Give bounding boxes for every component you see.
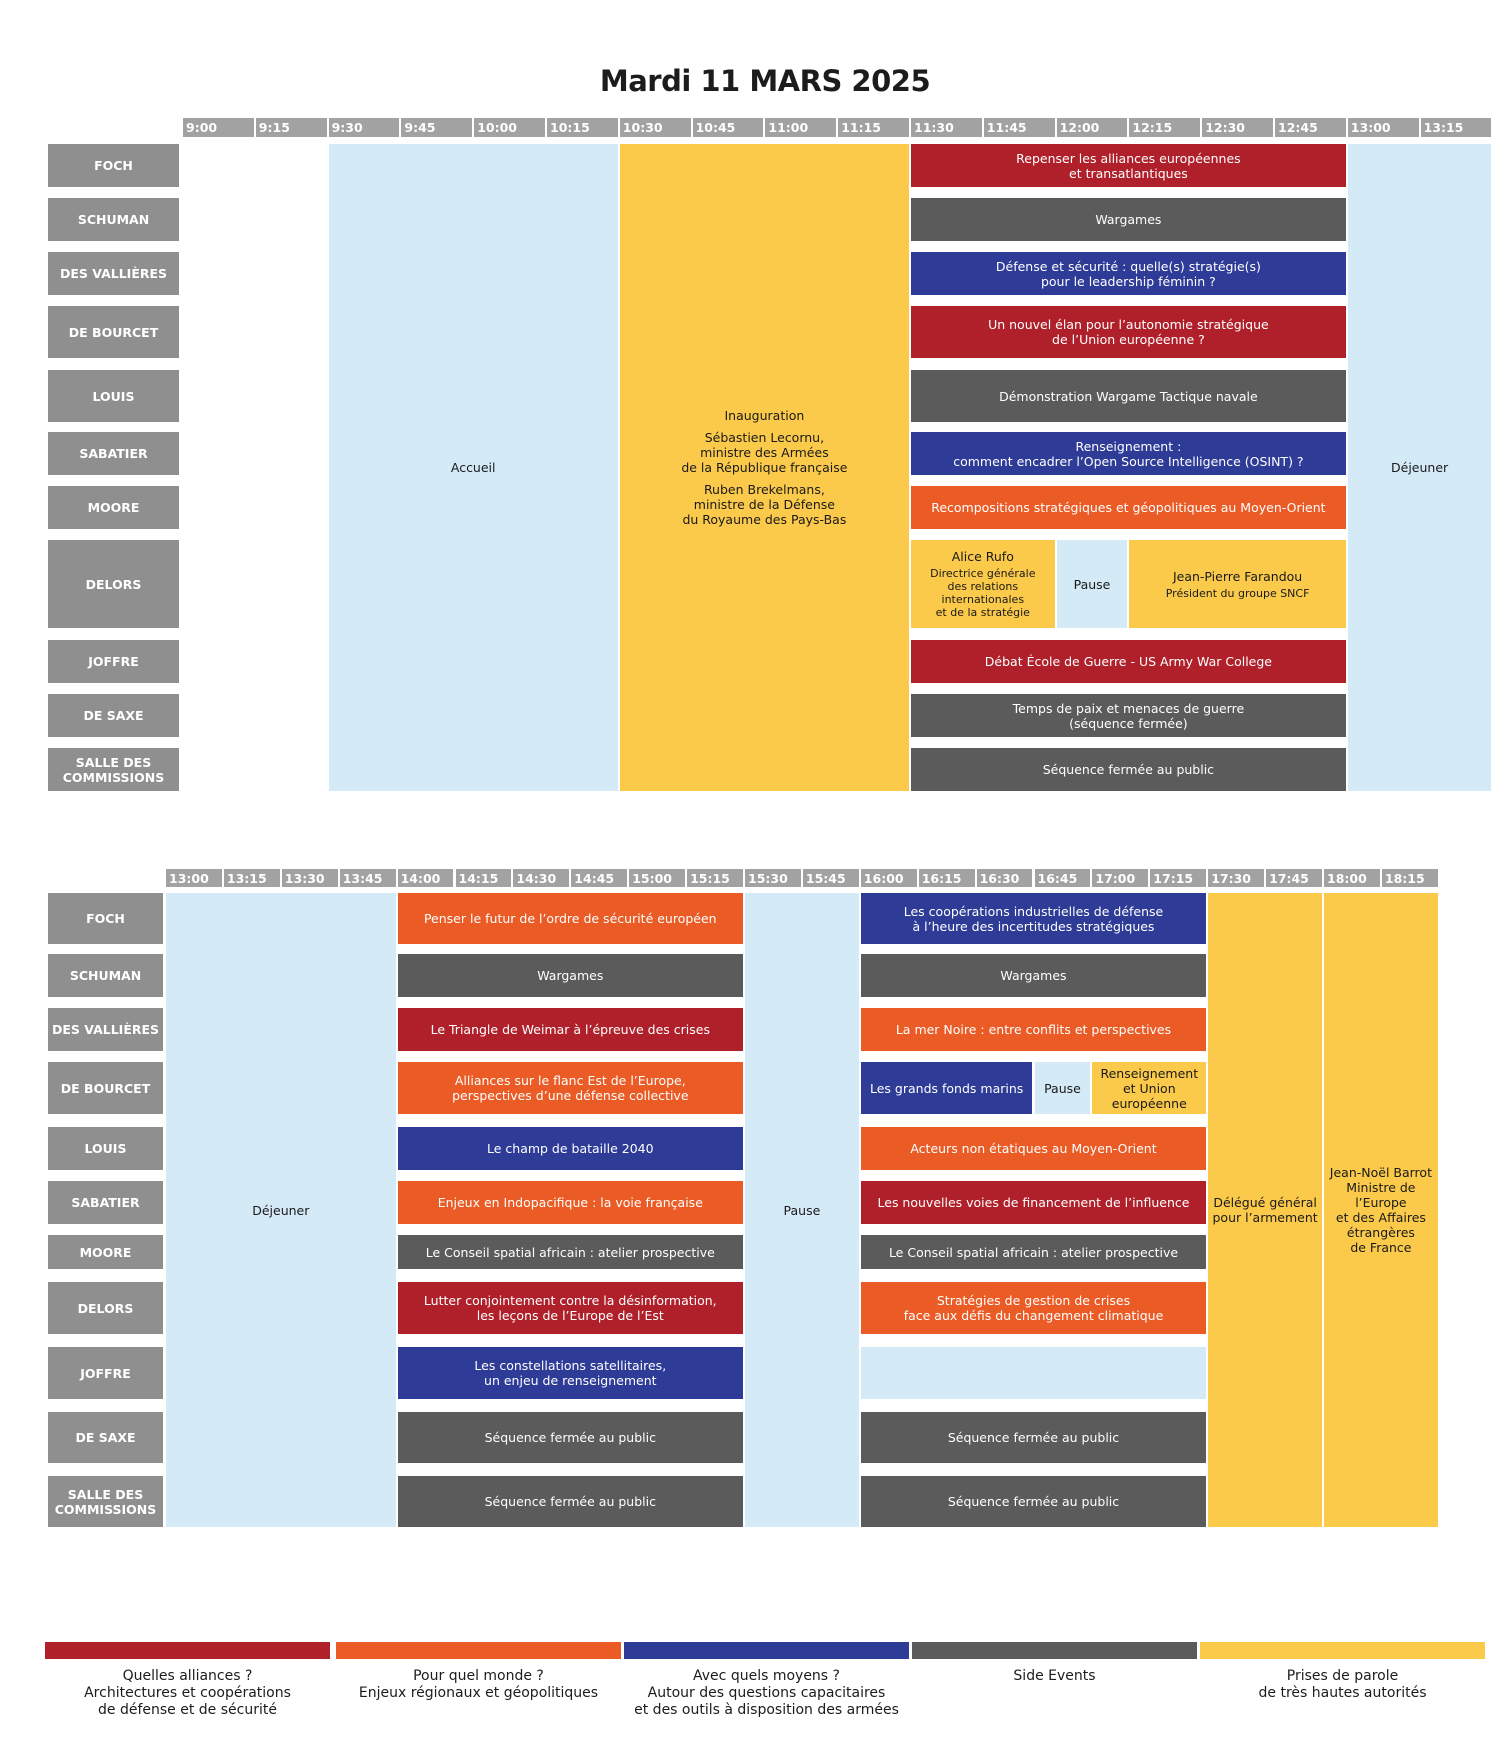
pm-session-block bbox=[861, 1476, 1206, 1527]
pm-session-title: Jean-Noël Barrot Ministre de l’Europe et des Affaires étrangères de France bbox=[1329, 1165, 1432, 1255]
pm-session-block bbox=[398, 1235, 743, 1269]
am-room-label: DE SAXE bbox=[48, 694, 179, 737]
pm-session-block bbox=[398, 1347, 743, 1399]
pm-time-tick: 13:30 bbox=[282, 869, 338, 887]
pm-time-tick: 15:30 bbox=[745, 869, 801, 887]
pm-time-tick: 13:15 bbox=[224, 869, 280, 887]
am-session-title: Recompositions stratégiques et géopolitiques au Moyen-Orient bbox=[931, 500, 1326, 515]
am-time-tick: 10:30 bbox=[620, 118, 691, 137]
am-session-title: Sébastien Lecornu, ministre des Armées de la République française bbox=[681, 430, 848, 475]
pm-time-tick: 18:15 bbox=[1382, 869, 1438, 887]
pm-time-tick: 16:00 bbox=[861, 869, 917, 887]
pm-room-label: DE SAXE bbox=[48, 1412, 163, 1463]
am-session-title: Débat École de Guerre - US Army War College bbox=[984, 654, 1272, 669]
am-session-block bbox=[911, 370, 1346, 422]
pm-session-block bbox=[1092, 1062, 1206, 1114]
am-session-title: Séquence fermée au public bbox=[1042, 762, 1215, 777]
am-time-tick: 13:15 bbox=[1421, 118, 1492, 137]
am-time-tick: 12:30 bbox=[1202, 118, 1273, 137]
pm-session-block bbox=[861, 1181, 1206, 1224]
am-session-title: Démonstration Wargame Tactique navale bbox=[999, 388, 1258, 404]
am-session-block bbox=[329, 144, 618, 791]
pm-time-tick: 18:00 bbox=[1324, 869, 1380, 887]
am-session-title: Inauguration bbox=[724, 408, 805, 423]
am-room-label: SABATIER bbox=[48, 432, 179, 475]
pm-time-tick: 14:15 bbox=[456, 869, 512, 887]
am-time-tick: 9:45 bbox=[401, 118, 472, 137]
am-room-label: JOFFRE bbox=[48, 640, 179, 683]
am-session-block bbox=[911, 640, 1346, 683]
am-session-block bbox=[911, 198, 1346, 241]
pm-session-title: Alliances sur le flanc Est de l’Europe, perspectives d’une défense collective bbox=[452, 1073, 689, 1103]
legend-color-bar bbox=[45, 1642, 330, 1659]
pm-time-tick: 15:45 bbox=[803, 869, 859, 887]
pm-session-block bbox=[398, 1127, 743, 1170]
legend-label: Side Events bbox=[1013, 1668, 1096, 1684]
pm-session-title: Le Conseil spatial africain : atelier prospective bbox=[425, 1244, 715, 1260]
am-session-subtitle: Président du groupe SNCF bbox=[1165, 586, 1310, 600]
am-time-tick: 9:15 bbox=[256, 118, 327, 137]
pm-session-block bbox=[861, 1347, 1206, 1399]
pm-time-tick: 14:30 bbox=[513, 869, 569, 887]
pm-session-title: Les grands fonds marins bbox=[870, 1080, 1024, 1096]
pm-session-block bbox=[861, 1008, 1206, 1051]
pm-session-title: Renseignement et Union européenne bbox=[1100, 1065, 1199, 1111]
pm-session-title: Lutter conjointement contre la désinformation, les leçons de l’Europe de l’Est bbox=[423, 1293, 717, 1323]
am-session-block bbox=[911, 540, 1055, 628]
am-session-title: Un nouvel élan pour l’autonomie stratégique de l’Union européenne ? bbox=[988, 317, 1269, 347]
pm-time-tick: 15:15 bbox=[687, 869, 743, 887]
pm-time-tick: 17:00 bbox=[1092, 869, 1148, 887]
am-session-title: Repenser les alliances européennes et transatlantiques bbox=[1016, 150, 1241, 181]
pm-session-block bbox=[861, 1062, 1033, 1114]
pm-session-title: Wargames bbox=[537, 968, 604, 983]
am-room-label: MOORE bbox=[48, 486, 179, 529]
pm-session-block bbox=[398, 1282, 743, 1334]
am-session-title: Renseignement : comment encadrer l’Open Source Intelligence (OSINT) ? bbox=[953, 438, 1304, 469]
pm-time-tick: 13:00 bbox=[166, 869, 222, 887]
pm-session-title: Stratégies de gestion de crises face aux défis du changement climatique bbox=[903, 1293, 1164, 1323]
pm-room-label: SALLE DES COMMISSIONS bbox=[48, 1476, 163, 1527]
am-session-subtitle: Directrice générale des relations internationales et de la stratégie bbox=[930, 567, 1036, 619]
am-room-label: DES VALLIÈRES bbox=[48, 252, 179, 295]
am-time-tick: 12:45 bbox=[1275, 118, 1346, 137]
pm-session-title: Les nouvelles voies de financement de l’influence bbox=[877, 1195, 1190, 1210]
pm-time-tick: 16:15 bbox=[919, 869, 975, 887]
am-session-title: Jean-Pierre Farandou bbox=[1172, 568, 1303, 584]
pm-session-title: Pause bbox=[783, 1202, 821, 1218]
pm-time-tick: 16:30 bbox=[977, 869, 1033, 887]
pm-session-title: Délégué général pour l’armement bbox=[1212, 1195, 1318, 1225]
am-session-title: Ruben Brekelmans, ministre de la Défense du Royaume des Pays-Bas bbox=[682, 482, 847, 527]
am-time-tick: 12:15 bbox=[1129, 118, 1200, 137]
am-session-block bbox=[911, 748, 1346, 791]
pm-session-block bbox=[398, 1412, 743, 1463]
am-session-block bbox=[911, 432, 1346, 475]
pm-room-label: SCHUMAN bbox=[48, 954, 163, 997]
pm-session-title: Les coopérations industrielles de défense à l’heure des incertitudes stratégiques bbox=[903, 903, 1164, 934]
am-session-block bbox=[911, 694, 1346, 737]
legend-label: Pour quel monde ? Enjeux régionaux et géopolitiques bbox=[358, 1668, 599, 1701]
pm-session-title: Penser le futur de l’ordre de sécurité européen bbox=[423, 911, 717, 926]
pm-time-tick: 13:45 bbox=[340, 869, 396, 887]
am-time-tick: 12:00 bbox=[1057, 118, 1128, 137]
pm-session-block bbox=[166, 893, 396, 1527]
am-room-label: FOCH bbox=[48, 144, 179, 187]
am-session-block bbox=[911, 252, 1346, 295]
legend-label: Prises de parole de très hautes autorités bbox=[1258, 1668, 1427, 1701]
legend-color-bar bbox=[1200, 1642, 1485, 1659]
legend-color-bar bbox=[624, 1642, 909, 1659]
pm-time-tick: 17:30 bbox=[1208, 869, 1264, 887]
am-session-block bbox=[1057, 540, 1128, 628]
am-session-block bbox=[620, 144, 909, 791]
pm-session-block bbox=[861, 893, 1206, 944]
pm-time-tick: 17:15 bbox=[1150, 869, 1206, 887]
pm-time-tick: 15:00 bbox=[629, 869, 685, 887]
pm-room-label: LOUIS bbox=[48, 1127, 163, 1170]
pm-session-block bbox=[861, 1282, 1206, 1334]
am-room-label: SALLE DES COMMISSIONS bbox=[48, 748, 179, 791]
pm-session-block bbox=[861, 1412, 1206, 1463]
pm-session-title: Pause bbox=[1044, 1080, 1081, 1096]
am-room-label: SCHUMAN bbox=[48, 198, 179, 241]
pm-session-block bbox=[398, 1181, 743, 1224]
am-time-tick: 10:15 bbox=[547, 118, 618, 137]
am-session-block bbox=[1348, 144, 1492, 791]
pm-room-label: DES VALLIÈRES bbox=[48, 1008, 163, 1051]
am-time-tick: 10:45 bbox=[693, 118, 764, 137]
pm-session-block bbox=[398, 893, 743, 944]
am-time-tick: 13:00 bbox=[1348, 118, 1419, 137]
pm-session-block bbox=[861, 1235, 1206, 1269]
pm-session-block bbox=[398, 1476, 743, 1527]
pm-session-title: Séquence fermée au public bbox=[947, 1494, 1120, 1509]
pm-session-title: Le champ de bataille 2040 bbox=[486, 1141, 654, 1156]
am-session-title: Accueil bbox=[450, 460, 496, 475]
pm-session-block bbox=[745, 893, 859, 1527]
pm-session-block bbox=[1324, 893, 1438, 1527]
legend-label: Quelles alliances ? Architectures et coopérations de défense et de sécurité bbox=[84, 1668, 291, 1718]
pm-session-title: Enjeux en Indopacifique : la voie française bbox=[437, 1195, 703, 1210]
am-room-label: LOUIS bbox=[48, 370, 179, 422]
pm-room-label: MOORE bbox=[48, 1235, 163, 1269]
am-time-tick: 10:00 bbox=[474, 118, 545, 137]
pm-room-label: JOFFRE bbox=[48, 1347, 163, 1399]
am-session-block bbox=[1129, 540, 1345, 628]
am-session-block bbox=[911, 486, 1346, 529]
am-time-tick: 11:45 bbox=[984, 118, 1055, 137]
am-time-tick: 11:00 bbox=[765, 118, 836, 137]
pm-session-block bbox=[398, 1062, 743, 1114]
pm-session-title: Séquence fermée au public bbox=[947, 1430, 1120, 1445]
pm-session-block bbox=[861, 1127, 1206, 1170]
legend-color-bar bbox=[336, 1642, 621, 1659]
page-title: Mardi 11 MARS 2025 bbox=[599, 64, 931, 98]
am-time-tick: 9:30 bbox=[329, 118, 400, 137]
pm-time-tick: 17:45 bbox=[1266, 869, 1322, 887]
pm-session-title: Le Conseil spatial africain : atelier prospective bbox=[888, 1244, 1179, 1260]
pm-room-label: DE BOURCET bbox=[48, 1062, 163, 1114]
pm-room-label: SABATIER bbox=[48, 1181, 163, 1224]
pm-session-block bbox=[1208, 893, 1322, 1527]
pm-session-block bbox=[398, 1008, 743, 1051]
pm-room-label: FOCH bbox=[48, 893, 163, 944]
am-session-title: Temps de paix et menaces de guerre (séquence fermée) bbox=[1012, 700, 1245, 731]
pm-session-title: Le Triangle de Weimar à l’épreuve des crises bbox=[430, 1022, 710, 1037]
am-session-title: Alice Rufo bbox=[951, 549, 1014, 564]
am-room-label: DE BOURCET bbox=[48, 306, 179, 358]
pm-time-tick: 14:00 bbox=[398, 869, 454, 887]
am-time-tick: 11:30 bbox=[911, 118, 982, 137]
am-session-title: Wargames bbox=[1095, 212, 1162, 227]
pm-session-title: Déjeuner bbox=[252, 1202, 310, 1218]
am-session-title: Pause bbox=[1073, 576, 1111, 592]
am-session-title: Déjeuner bbox=[1391, 460, 1449, 475]
am-room-label: DELORS bbox=[48, 540, 179, 628]
pm-session-title: La mer Noire : entre conflits et perspectives bbox=[895, 1022, 1172, 1037]
pm-time-tick: 14:45 bbox=[571, 869, 627, 887]
am-time-tick: 11:15 bbox=[838, 118, 909, 137]
pm-session-title: Séquence fermée au public bbox=[484, 1430, 656, 1445]
pm-session-title: Séquence fermée au public bbox=[484, 1494, 656, 1509]
pm-time-tick: 16:45 bbox=[1035, 869, 1091, 887]
am-session-title: Défense et sécurité : quelle(s) stratégie(s) pour le leadership féminin ? bbox=[995, 258, 1261, 289]
pm-session-title: Wargames bbox=[1000, 968, 1067, 983]
pm-session-block bbox=[398, 954, 743, 997]
pm-session-block bbox=[1035, 1062, 1091, 1114]
pm-room-label: DELORS bbox=[48, 1282, 163, 1334]
legend-color-bar bbox=[912, 1642, 1197, 1659]
pm-session-block bbox=[861, 954, 1206, 997]
pm-session-title: Les constellations satellitaires, un enjeu de renseignement bbox=[474, 1358, 667, 1388]
am-time-tick: 9:00 bbox=[183, 118, 254, 137]
am-session-block bbox=[911, 306, 1346, 358]
pm-session-title: Acteurs non étatiques au Moyen-Orient bbox=[910, 1141, 1157, 1156]
am-session-block bbox=[911, 144, 1346, 187]
legend-label: Avec quels moyens ? Autour des questions capacitaires et des outils à disposition des armées bbox=[634, 1668, 899, 1718]
